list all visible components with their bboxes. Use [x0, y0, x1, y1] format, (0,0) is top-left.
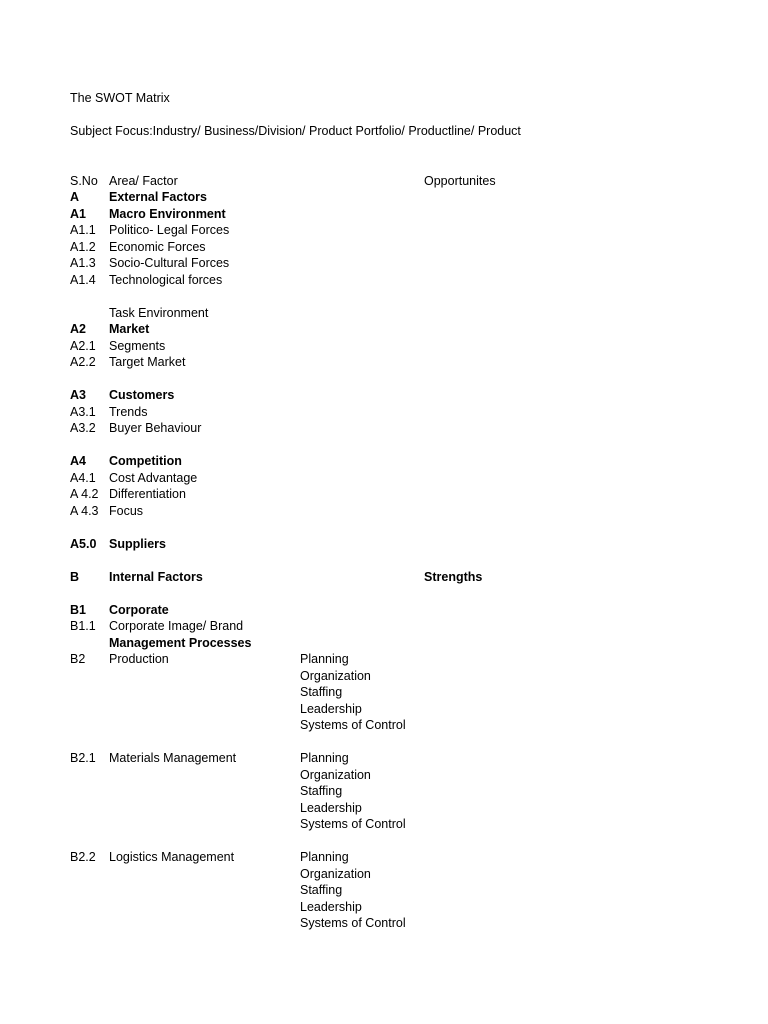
- spacer: [70, 156, 750, 173]
- row-number: B2.1: [70, 751, 96, 765]
- row-number: B: [70, 569, 80, 584]
- row-area-label: Target Market: [109, 355, 186, 369]
- row-area-label: Differentiation: [109, 487, 186, 501]
- table-row: [70, 206, 750, 223]
- row-area-label: Segments: [109, 338, 166, 353]
- row-management-function: Systems of Control: [300, 718, 406, 732]
- table-row: [70, 486, 750, 503]
- row-number: B1.1: [70, 619, 96, 633]
- row-number: A2: [70, 322, 86, 336]
- row-management-function: Organization: [300, 668, 371, 683]
- row-management-function: Systems of Control: [300, 916, 406, 930]
- table-row: [70, 816, 750, 833]
- document-page: [70, 90, 750, 932]
- row-area-label: Macro Environment: [109, 206, 226, 221]
- row-management-function: Staffing: [300, 883, 343, 897]
- row-area-label: Corporate: [109, 602, 169, 617]
- table-row: [70, 321, 750, 338]
- table-row: [70, 569, 750, 586]
- table-row: [70, 420, 750, 437]
- row-area-label: Market: [109, 322, 150, 336]
- row-area-label: Corporate Image/ Brand: [109, 619, 244, 633]
- table-row: [70, 635, 750, 652]
- table-row: [70, 833, 750, 850]
- row-area-label: Economic Forces: [109, 239, 206, 254]
- table-row: [70, 453, 750, 470]
- table-row: [70, 651, 750, 668]
- row-area-label: External Factors: [109, 190, 207, 204]
- row-management-function: Staffing: [300, 685, 343, 699]
- row-area-label: Logistics Management: [109, 850, 235, 864]
- table-row: [70, 866, 750, 883]
- table-row: [70, 239, 750, 256]
- table-row: [70, 717, 750, 734]
- row-number: A5.0: [70, 536, 97, 551]
- table-row: [70, 750, 750, 767]
- table-row: [70, 503, 750, 520]
- table-row: [70, 684, 750, 701]
- spacer: [70, 107, 750, 124]
- row-area-label: Internal Factors: [109, 569, 203, 584]
- table-row: [70, 288, 750, 305]
- table-row: [70, 800, 750, 817]
- row-area-label: Production: [109, 652, 169, 666]
- row-number: A1.1: [70, 223, 96, 237]
- row-number: A3.2: [70, 421, 96, 435]
- table-row: [70, 519, 750, 536]
- row-swot-label: Opportunites: [424, 173, 496, 188]
- row-number: A1: [70, 206, 86, 221]
- table-row: [70, 173, 750, 190]
- row-number: A1.2: [70, 239, 96, 254]
- row-area-label: Management Processes: [109, 635, 252, 650]
- table-row: [70, 585, 750, 602]
- row-area-label: Trends: [109, 404, 148, 419]
- row-management-function: Organization: [300, 866, 371, 881]
- table-row: [70, 701, 750, 718]
- row-area-label: Buyer Behaviour: [109, 421, 202, 435]
- table-row: [70, 338, 750, 355]
- row-area-label: Task Environment: [109, 305, 209, 320]
- row-number: A2.2: [70, 355, 96, 369]
- row-number: B2.2: [70, 850, 96, 864]
- row-area-label: Focus: [109, 503, 144, 518]
- table-row: [70, 387, 750, 404]
- row-management-function: Leadership: [300, 899, 362, 914]
- row-number: A2.1: [70, 338, 96, 353]
- table-row: [70, 255, 750, 272]
- row-number: A4.1: [70, 470, 96, 485]
- table-row: [70, 371, 750, 388]
- row-area-label: Politico- Legal Forces: [109, 223, 230, 237]
- row-area-label: Cost Advantage: [109, 470, 198, 485]
- table-row: [70, 272, 750, 289]
- table-row: [70, 899, 750, 916]
- table-row: [70, 470, 750, 487]
- table-row: [70, 618, 750, 635]
- table-row: [70, 849, 750, 866]
- spacer: [70, 140, 750, 157]
- table-row: [70, 783, 750, 800]
- row-area-label: Socio-Cultural Forces: [109, 256, 230, 270]
- row-swot-label: Strengths: [424, 569, 483, 584]
- row-number: B1: [70, 602, 86, 617]
- table-row: [70, 354, 750, 371]
- document-title: The SWOT Matrix: [70, 91, 170, 105]
- row-area-label: Customers: [109, 388, 175, 402]
- row-area-label: Suppliers: [109, 536, 166, 551]
- row-number: A: [70, 190, 80, 204]
- row-number: A3.1: [70, 404, 96, 419]
- row-area-label: Area/ Factor: [109, 173, 178, 188]
- swot-table: [70, 173, 750, 932]
- subject-focus: Subject Focus:Industry/ Business/Division/ Product Portfolio/ Productline/ Product: [70, 124, 521, 138]
- table-row: [70, 668, 750, 685]
- row-management-function: Organization: [300, 767, 371, 782]
- row-number: A1.4: [70, 272, 96, 287]
- row-number: A1.3: [70, 256, 96, 270]
- table-row: [70, 404, 750, 421]
- row-management-function: Leadership: [300, 701, 362, 716]
- table-row: [70, 602, 750, 619]
- row-area-label: Technological forces: [109, 272, 223, 287]
- row-number: A 4.2: [70, 487, 99, 501]
- row-management-function: Planning: [300, 850, 349, 864]
- row-management-function: Planning: [300, 652, 349, 666]
- row-area-label: Competition: [109, 454, 182, 468]
- table-row: [70, 767, 750, 784]
- row-management-function: Staffing: [300, 784, 343, 798]
- row-management-function: Leadership: [300, 800, 362, 815]
- table-row: [70, 734, 750, 751]
- row-number: A3: [70, 388, 86, 402]
- table-row: [70, 189, 750, 206]
- table-row: [70, 882, 750, 899]
- table-row: [70, 536, 750, 553]
- table-row: [70, 305, 750, 322]
- table-row: [70, 915, 750, 932]
- row-number: B2: [70, 652, 86, 666]
- table-row: [70, 437, 750, 454]
- row-management-function: Systems of Control: [300, 817, 406, 831]
- row-area-label: Materials Management: [109, 751, 237, 765]
- table-row: [70, 552, 750, 569]
- table-row: [70, 222, 750, 239]
- row-number: A4: [70, 454, 86, 468]
- row-number: S.No: [70, 173, 98, 188]
- row-number: A 4.3: [70, 503, 99, 518]
- row-management-function: Planning: [300, 751, 349, 765]
